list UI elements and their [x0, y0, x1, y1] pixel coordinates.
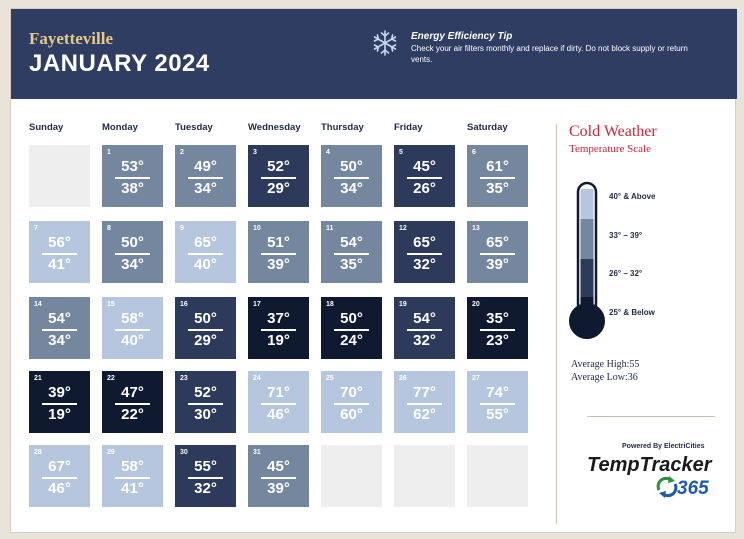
day-high-temp: 52°	[267, 158, 290, 175]
day-divider	[261, 403, 296, 405]
day-high-temp: 47°	[121, 384, 144, 401]
day-high-temp: 49°	[194, 158, 217, 175]
snowflake-icon	[371, 29, 399, 57]
day-divider	[480, 253, 515, 255]
day-cell	[102, 221, 163, 283]
day-low-temp: 22°	[121, 406, 144, 423]
day-cell	[394, 221, 455, 283]
day-number: 12	[399, 225, 407, 232]
day-low-temp: 19°	[267, 332, 290, 349]
day-cell	[321, 221, 382, 283]
day-number: 11	[326, 225, 334, 232]
scale-subtitle: Temperature Scale	[569, 143, 651, 155]
day-divider	[334, 177, 369, 179]
day-number: 15	[107, 301, 115, 308]
day-divider	[188, 477, 223, 479]
scale-title: Cold Weather	[569, 123, 657, 140]
day-high-temp: 55°	[194, 458, 217, 475]
day-low-temp: 32°	[413, 256, 436, 273]
logo-wordmark: TempTracker	[587, 454, 712, 476]
day-number: 1	[107, 149, 111, 156]
weekday-label-sunday: Sunday	[29, 122, 64, 133]
day-number: 10	[253, 225, 261, 232]
day-number: 28	[34, 449, 42, 456]
day-high-temp: 54°	[413, 310, 436, 327]
thermometer-icon	[566, 181, 616, 351]
day-number: 24	[253, 375, 261, 382]
day-high-temp: 65°	[194, 234, 217, 251]
day-divider	[188, 177, 223, 179]
day-cell	[102, 297, 163, 359]
scale-label-25-below: 25° & Below	[609, 308, 655, 317]
day-number: 6	[472, 149, 476, 156]
day-number: 27	[472, 375, 480, 382]
day-divider	[407, 177, 442, 179]
day-high-temp: 71°	[267, 384, 290, 401]
day-number: 22	[107, 375, 115, 382]
day-cell	[248, 297, 309, 359]
header-banner	[11, 9, 737, 99]
day-divider	[480, 403, 515, 405]
empty-day-cell	[467, 445, 528, 507]
day-low-temp: 39°	[267, 480, 290, 497]
day-cell	[175, 371, 236, 433]
day-high-temp: 65°	[413, 234, 436, 251]
day-number: 8	[107, 225, 111, 232]
day-low-temp: 29°	[194, 332, 217, 349]
divider-horizontal	[587, 416, 715, 417]
day-low-temp: 19°	[48, 406, 71, 423]
day-low-temp: 40°	[194, 256, 217, 273]
day-cell	[321, 145, 382, 207]
day-cell	[321, 297, 382, 359]
day-number: 3	[253, 149, 257, 156]
empty-day-cell	[321, 445, 382, 507]
day-high-temp: 50°	[340, 310, 363, 327]
day-divider	[115, 403, 150, 405]
day-cell	[394, 297, 455, 359]
day-high-temp: 45°	[413, 158, 436, 175]
day-low-temp: 46°	[48, 480, 71, 497]
day-cell	[467, 371, 528, 433]
day-high-temp: 67°	[48, 458, 71, 475]
day-high-temp: 51°	[267, 234, 290, 251]
day-cell	[102, 145, 163, 207]
day-high-temp: 61°	[486, 158, 509, 175]
day-low-temp: 32°	[194, 480, 217, 497]
day-number: 5	[399, 149, 403, 156]
day-high-temp: 65°	[486, 234, 509, 251]
day-high-temp: 58°	[121, 310, 144, 327]
day-cell	[394, 145, 455, 207]
day-high-temp: 52°	[194, 384, 217, 401]
day-divider	[115, 177, 150, 179]
day-cell	[175, 445, 236, 507]
day-divider	[334, 329, 369, 331]
empty-day-cell	[394, 445, 455, 507]
day-low-temp: 40°	[121, 332, 144, 349]
day-number: 9	[180, 225, 184, 232]
day-number: 4	[326, 149, 330, 156]
day-low-temp: 46°	[267, 406, 290, 423]
calendar-card	[10, 8, 736, 533]
weekday-label-wednesday: Wednesday	[248, 122, 301, 133]
day-number: 21	[34, 375, 42, 382]
day-number: 16	[180, 301, 188, 308]
day-cell	[102, 445, 163, 507]
day-low-temp: 32°	[413, 332, 436, 349]
temptracker-logo	[587, 452, 717, 498]
day-high-temp: 58°	[121, 458, 144, 475]
day-high-temp: 74°	[486, 384, 509, 401]
day-divider	[115, 253, 150, 255]
day-cell	[175, 145, 236, 207]
empty-day-cell	[29, 145, 90, 207]
day-high-temp: 54°	[48, 310, 71, 327]
day-high-temp: 45°	[267, 458, 290, 475]
day-number: 31	[253, 449, 261, 456]
day-low-temp: 26°	[413, 180, 436, 197]
day-cell	[29, 221, 90, 283]
day-divider	[261, 177, 296, 179]
day-low-temp: 34°	[48, 332, 71, 349]
scale-label-40-above: 40° & Above	[609, 192, 656, 201]
day-divider	[188, 253, 223, 255]
month-title: JANUARY 2024	[29, 50, 210, 77]
average-low: Average Low:36	[571, 372, 638, 383]
average-high: Average High:55	[571, 359, 640, 370]
day-divider	[407, 329, 442, 331]
day-high-temp: 77°	[413, 384, 436, 401]
day-cell	[29, 297, 90, 359]
day-cell	[248, 145, 309, 207]
day-divider	[42, 477, 77, 479]
day-cell	[102, 371, 163, 433]
tip-title: Energy Efficiency Tip	[411, 31, 513, 42]
day-number: 29	[107, 449, 115, 456]
weekday-label-monday: Monday	[102, 122, 138, 133]
day-high-temp: 70°	[340, 384, 363, 401]
day-low-temp: 41°	[48, 256, 71, 273]
day-divider	[261, 329, 296, 331]
day-cell	[248, 445, 309, 507]
day-low-temp: 35°	[486, 180, 509, 197]
day-divider	[42, 253, 77, 255]
day-cell	[248, 221, 309, 283]
day-divider	[42, 403, 77, 405]
day-divider	[188, 329, 223, 331]
day-cell	[248, 371, 309, 433]
day-low-temp: 29°	[267, 180, 290, 197]
day-number: 13	[472, 225, 480, 232]
tip-text: Check your air filters monthly and replace if dirty. Do not block supply or return vents.	[411, 44, 688, 64]
day-number: 17	[253, 301, 261, 308]
day-low-temp: 30°	[194, 406, 217, 423]
day-high-temp: 50°	[121, 234, 144, 251]
day-number: 20	[472, 301, 480, 308]
day-low-temp: 24°	[340, 332, 363, 349]
day-low-temp: 34°	[194, 180, 217, 197]
powered-by-text: Powered By ElectriCities	[622, 443, 705, 450]
day-divider	[480, 329, 515, 331]
divider-vertical	[556, 124, 557, 524]
day-low-temp: 39°	[267, 256, 290, 273]
scale-label-26-32: 26° – 32°	[609, 269, 643, 278]
day-cell	[321, 371, 382, 433]
day-high-temp: 56°	[48, 234, 71, 251]
weekday-label-friday: Friday	[394, 122, 423, 133]
day-low-temp: 34°	[340, 180, 363, 197]
day-number: 7	[34, 225, 38, 232]
day-low-temp: 60°	[340, 406, 363, 423]
day-number: 25	[326, 375, 334, 382]
day-cell	[467, 221, 528, 283]
day-high-temp: 35°	[486, 310, 509, 327]
day-high-temp: 54°	[340, 234, 363, 251]
day-low-temp: 34°	[121, 256, 144, 273]
day-cell	[29, 445, 90, 507]
logo-365: 365	[677, 478, 709, 498]
day-low-temp: 38°	[121, 180, 144, 197]
day-divider	[261, 253, 296, 255]
day-divider	[334, 403, 369, 405]
day-number: 26	[399, 375, 407, 382]
day-number: 2	[180, 149, 184, 156]
day-cell	[175, 221, 236, 283]
weekday-label-tuesday: Tuesday	[175, 122, 213, 133]
day-divider	[407, 253, 442, 255]
day-cell	[467, 297, 528, 359]
day-number: 18	[326, 301, 334, 308]
day-divider	[115, 477, 150, 479]
day-high-temp: 50°	[340, 158, 363, 175]
day-number: 23	[180, 375, 188, 382]
day-cell	[29, 371, 90, 433]
refresh-arrows-icon	[658, 476, 676, 498]
day-cell	[175, 297, 236, 359]
day-divider	[261, 477, 296, 479]
day-high-temp: 53°	[121, 158, 144, 175]
weekday-label-saturday: Saturday	[467, 122, 508, 133]
day-low-temp: 55°	[486, 406, 509, 423]
day-low-temp: 23°	[486, 332, 509, 349]
day-number: 19	[399, 301, 407, 308]
city-name: Fayetteville	[29, 29, 114, 48]
day-divider	[407, 403, 442, 405]
day-divider	[188, 403, 223, 405]
day-divider	[480, 177, 515, 179]
day-low-temp: 39°	[486, 256, 509, 273]
weekday-label-thursday: Thursday	[321, 122, 364, 133]
day-cell	[394, 371, 455, 433]
day-high-temp: 50°	[194, 310, 217, 327]
day-divider	[115, 329, 150, 331]
day-number: 30	[180, 449, 188, 456]
day-cell	[467, 145, 528, 207]
day-number: 14	[34, 301, 42, 308]
day-divider	[334, 253, 369, 255]
day-low-temp: 62°	[413, 406, 436, 423]
day-high-temp: 39°	[48, 384, 71, 401]
day-low-temp: 35°	[340, 256, 363, 273]
day-high-temp: 37°	[267, 310, 290, 327]
day-divider	[42, 329, 77, 331]
scale-label-33-39: 33° – 39°	[609, 231, 643, 240]
day-low-temp: 41°	[121, 480, 144, 497]
